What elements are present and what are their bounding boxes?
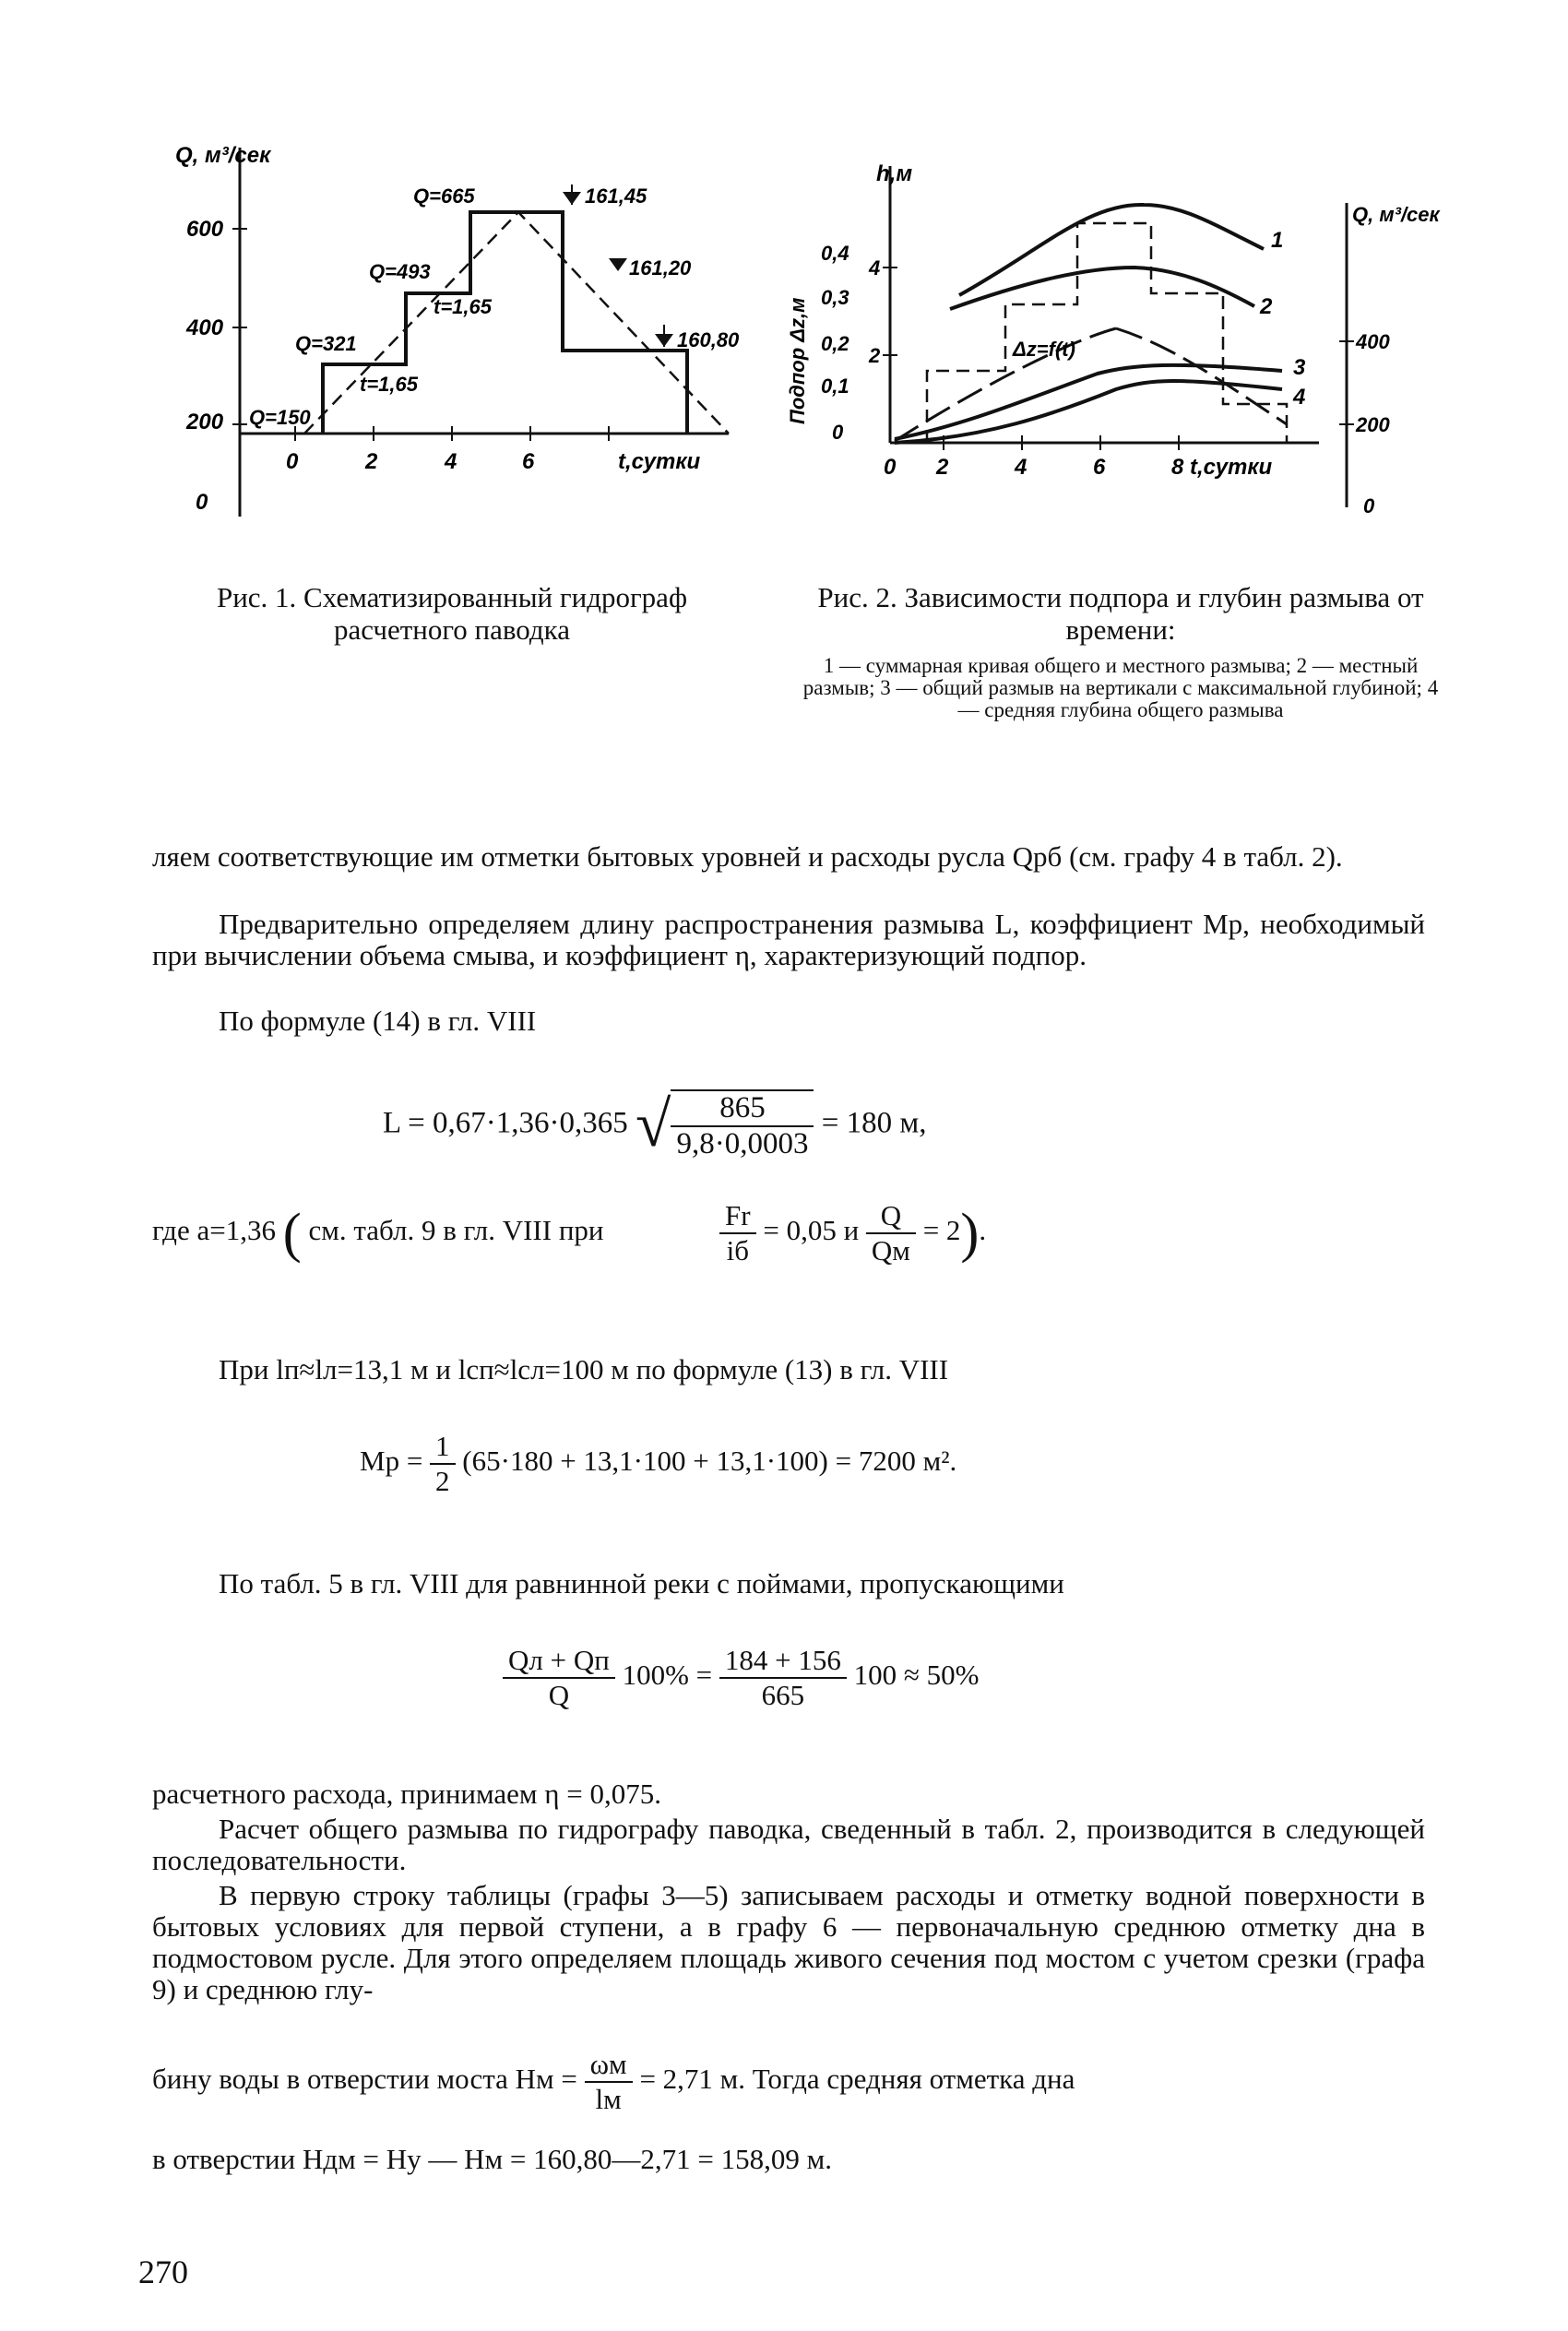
fig1-annotation: t=1,65 (360, 373, 418, 396)
fig2-x-tick: 0 (884, 455, 897, 480)
fig2-y-right-tick: 200 (1356, 413, 1390, 436)
fig1-y-tick: 600 (186, 217, 224, 242)
figure-2-dependencies (784, 148, 1448, 535)
fig1-annotation: 161,45 (585, 184, 647, 208)
fig2-y-left2-tick: 0,4 (821, 242, 849, 265)
p9a: бину воды в отверстии моста (152, 2063, 508, 2096)
fig2-x-tick: 6 (1093, 455, 1106, 480)
eq2-f1-numerator: Fr (719, 1199, 756, 1234)
eq2-f2-numerator: Q (866, 1199, 916, 1234)
page-number: 270 (138, 2254, 188, 2290)
eq2-f1-denominator: iб (726, 1234, 749, 1267)
fig2-curve-label: 2 (1260, 294, 1273, 319)
figure-2-caption (793, 581, 1448, 721)
eq2-f1-eq: = 0,05 и (763, 1214, 860, 1247)
p9-numerator: ωм (585, 2048, 633, 2083)
fig2-y-left2-tick: 0,3 (821, 286, 849, 309)
fig1-annotation: Q=493 (369, 260, 431, 283)
p9b: = 2,71 м. Тогда средняя отметка дна (639, 2063, 1075, 2096)
fig2-curve-label: 1 (1271, 228, 1284, 253)
fig1-y-tick: 200 (186, 410, 224, 434)
equation-Mp (360, 1430, 956, 1498)
eq3-right: (65·180 + 13,1·100 + 13,1·100) = 7200 м². (462, 1445, 957, 1478)
equation-percent (503, 1644, 979, 1712)
paragraph: расчетного расхода, принимаем η = 0,075. (152, 1778, 661, 1810)
eq2-f2-denominator: Qм (871, 1234, 910, 1267)
eq4-denominator-1: Q (548, 1679, 570, 1711)
fig1-y-axis-label: Q, м³/сек (175, 143, 271, 168)
fig2-y-left2-tick: 0 (832, 421, 844, 444)
paragraph: Предварительно определяем длину распространения размыва L, коэффициент Mр, необходимый при вычислении объема смыва, и коэффициент η, характеризующий подпор. (152, 908, 1425, 971)
eq3-numerator: 1 (430, 1430, 456, 1465)
paragraph: По табл. 5 в гл. VIII для равнинной реки с поймами, пропускающими (219, 1567, 1064, 1600)
fig2-y-left2-tick: 0,1 (821, 375, 849, 398)
equation-Hm (152, 2048, 1075, 2116)
fig1-x-tick: 2 (365, 449, 378, 474)
fig2-y-right-tick: 400 (1356, 330, 1390, 353)
fig1-annotation: Q=150 (249, 406, 311, 429)
p9-hm: Hм = (515, 2063, 577, 2096)
fig2-curve-label: 4 (1293, 385, 1306, 410)
eq4-mid: 100% = (622, 1659, 713, 1692)
paragraph: В первую строку таблицы (графы 3—5) записываем расходы и отметку водной поверхности в бытовых условиях для первой ступени, а в графу 6 — первоначальную среднюю отметку дна в подмостовом русле. Для этого определяем площадь живого сечения под мостом с учетом срезки (графа 9) и среднюю глу- (152, 1879, 1425, 2005)
fig1-y-tick: 400 (186, 315, 224, 340)
fig1-annotation: 161,20 (629, 256, 692, 279)
figure-1-hydrograph (175, 129, 747, 517)
fig2-curve-label: 3 (1293, 355, 1306, 380)
p9-denominator: lм (595, 2083, 622, 2115)
eq2-f2-eq: = 2 (922, 1214, 961, 1247)
eq2-left: где a=1,36 (152, 1214, 276, 1247)
fig2-y-left2-tick: 0,2 (821, 332, 849, 355)
paragraph: При lп≈lл=13,1 м и lсп≈lсл=100 м по формуле (13) в гл. VIII (219, 1353, 949, 1386)
fig2-x-tick: 4 (1015, 455, 1028, 480)
figure-2-caption-title: Рис. 2. Зависимости подпора и глубин размыва от времени: (817, 581, 1424, 646)
paragraph: По формуле (14) в гл. VIII (219, 1005, 537, 1037)
fig1-y-tick: 0 (196, 490, 208, 515)
equation-where-a: где a=1,36 ( см. табл. 9 в гл. VIII при $\frac{Fr}{iб}$ = 0,05 и $\frac{Q}{Qм}$ = 2). (152, 1199, 987, 1267)
eq2-mid: см. табл. 9 в гл. VIII при (308, 1214, 604, 1247)
eq1-numerator: 865 (671, 1091, 814, 1127)
eq4-numerator-1: Qл + Qп (503, 1644, 615, 1679)
eq3-denominator: 2 (435, 1465, 450, 1497)
paragraph: ляем соответствующие им отметки бытовых уровней и расходы русла Qрб (см. графу 4 в табл. 2). (152, 840, 1343, 873)
fig2-y-left2-label: Подпор Δz,м (786, 297, 809, 424)
eq3-left: Mр = (360, 1445, 423, 1478)
eq1-right: = 180 м, (821, 1106, 927, 1140)
equation-L: L = 0,67·1,36·0,365 √ $\frac{865}{9,8\cdot 0,0003}$ = 180 м, (383, 1089, 927, 1160)
paragraph: в отверстии Hдм = Hу — Hм = 160,80—2,71 = 158,09 м. (152, 2143, 832, 2175)
fig1-annotation: t=1,65 (434, 295, 492, 318)
fig2-y-left-tick: 2 (869, 344, 881, 367)
fig2-x-label: t,сутки (1190, 455, 1273, 480)
fig1-x-tick: 4 (445, 449, 457, 474)
fig2-x-tick: 8 (1171, 455, 1184, 480)
fig1-x-label: t,сутки (618, 449, 701, 474)
fig1-x-tick: 0 (286, 449, 299, 474)
fig2-x-tick: 2 (936, 455, 949, 480)
fig1-x-tick: 6 (522, 449, 535, 474)
fig2-y-left-label: h,м (876, 161, 913, 186)
fig2-annotation: Δz=f(t) (1013, 338, 1075, 361)
fig2-y-right-label: Q, м³/сек (1352, 203, 1440, 226)
eq4-right: 100 ≈ 50% (853, 1659, 980, 1692)
fig1-annotation: 160,80 (677, 328, 740, 351)
eq4-denominator-2: 665 (761, 1679, 805, 1711)
fig2-y-right-tick: 0 (1363, 494, 1375, 517)
fig1-annotation: Q=665 (413, 184, 475, 208)
fig1-annotation: Q=321 (295, 332, 357, 355)
figure-1-caption: Рис. 1. Схематизированный гидрограф расчетного паводка (216, 581, 688, 646)
eq1-denominator: 9,8·0,0003 (676, 1127, 809, 1160)
eq1-left: L = 0,67·1,36·0,365 (383, 1106, 628, 1140)
paragraph: Расчет общего размыва по гидрографу паводка, сведенный в табл. 2, производится в следующей последовательности. (152, 1813, 1425, 1876)
fig2-y-left-tick: 4 (869, 256, 881, 279)
figure-2-caption-legend: 1 — суммарная кривая общего и местного размыва; 2 — местный размыв; 3 — общий размыв на вертикали с максимальной глубиной; 4 — средняя глубина общего размыва (802, 654, 1439, 721)
eq4-numerator-2: 184 + 156 (719, 1644, 847, 1679)
